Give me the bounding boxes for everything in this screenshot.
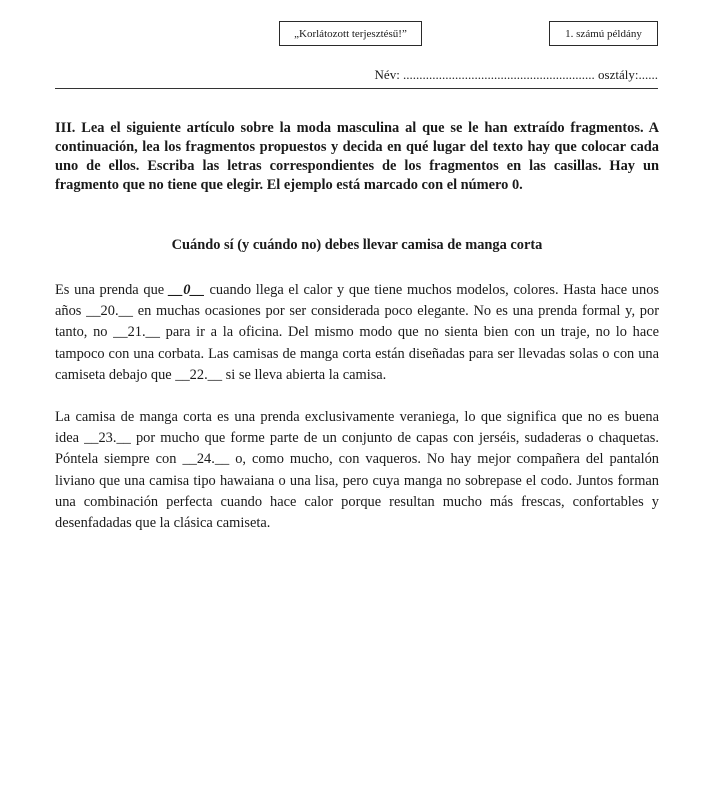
copy-number-label: 1. számú példány bbox=[565, 27, 642, 40]
text-segment: Es una prenda que bbox=[55, 282, 169, 298]
gap-21: __21.__ bbox=[113, 324, 160, 341]
text-segment: por mucho que forme parte de un conjunto de capas con jerséis, sudaderas o chaquetas. Póntela siempre con bbox=[55, 430, 659, 468]
gap-24: __24.__ bbox=[182, 451, 230, 468]
text-segment: en muchas ocasiones por ser considerada poco elegante. No es una prenda formal y, por tanto, no bbox=[55, 303, 659, 341]
article-title: Cuándo sí (y cuándo no) debes llevar camisa de manga corta bbox=[171, 237, 543, 253]
header-divider bbox=[55, 88, 658, 89]
restricted-distribution-box bbox=[279, 21, 422, 46]
copy-number-box bbox=[549, 21, 658, 46]
gap-22: __22.__ bbox=[175, 366, 223, 383]
article-paragraph-1 bbox=[55, 280, 659, 386]
article-paragraph-2 bbox=[55, 407, 659, 534]
text-segment: para ir a la oficina. Del mismo modo que no sienta bien con un traje, no lo hace tampoco con una corbata. Las camisas de manga corta están diseñadas para ser llevadas solas o con una camiseta debajo que bbox=[55, 324, 659, 383]
text-segment: o, como mucho, con vaqueros. No hay mejor compañera del pantalón liviano que una camisa tipo hawaiana o una lisa, pero cuya manga no sobrepase el codo. Juntos forman una combinación perfecta cuando hace calor porque resultan mucho más frescas, confortables y desenfadadas que la clásica camiseta. bbox=[55, 451, 659, 532]
text-segment: cuando llega el calor y que tiene muchos modelos, colores. Hasta hace unos años bbox=[55, 282, 659, 320]
gap-example-0: __0__ bbox=[168, 282, 205, 298]
text-segment: si se lleva abierta la camisa. bbox=[222, 366, 387, 383]
name-class-line: Név: ........................................................... osztály:...... bbox=[374, 67, 658, 82]
text-segment: La camisa de manga corta es una prenda exclusivamente veraniega, lo que significa que no es buena idea bbox=[55, 409, 659, 447]
gap-23: __23.__ bbox=[84, 430, 131, 447]
gap-20: __20.__ bbox=[86, 303, 133, 320]
task-instructions: III. Lea el siguiente artículo sobre la moda masculina al que se le han extraído fragmentos. A continuación, lea los fragmentos propuestos y decida en qué lugar del texto hay que colocar cada uno de ellos. Escriba las letras correspondientes de los fragmentos en las casillas. Hay un fragmento que no tiene que elegir. El ejemplo está marcado con el número 0. bbox=[55, 120, 659, 193]
restricted-distribution-label: „Korlátozott terjesztésű!” bbox=[294, 27, 407, 40]
